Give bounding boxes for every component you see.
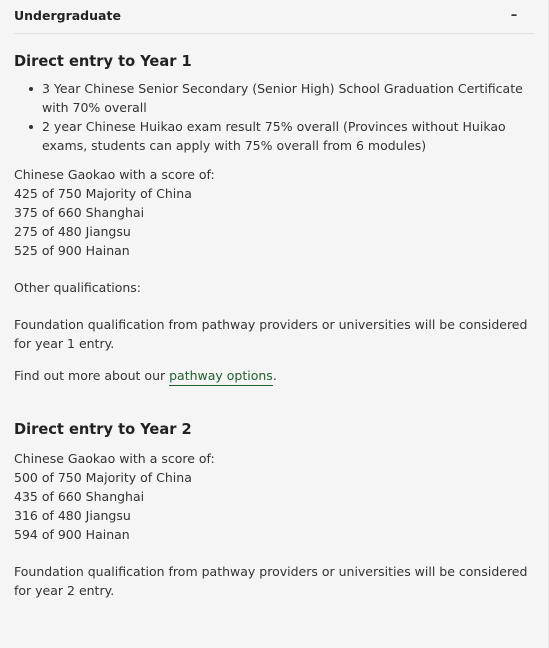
score-item: 375 of 660 Shanghai xyxy=(14,205,145,220)
accordion-header[interactable] xyxy=(14,0,534,34)
pathway-options-link[interactable]: pathway options xyxy=(169,368,273,386)
score-item: 435 of 660 Shanghai xyxy=(14,489,145,504)
pathway-suffix: . xyxy=(272,368,277,383)
year1-gaokao-intro: Chinese Gaokao with a score of: xyxy=(14,167,215,182)
accordion-title: Undergraduate xyxy=(14,8,121,23)
list-item-text: 3 Year Chinese Senior Secondary (Senior High) School Graduation Certificate with 70% overall xyxy=(42,81,523,115)
bullet-icon xyxy=(29,87,33,91)
year2-foundation-text: Foundation qualification from pathway providers or universities will be considered for year 2 entry. xyxy=(14,564,528,598)
score-item: 275 of 480 Jiangsu xyxy=(14,224,131,239)
year1-foundation-text: Foundation qualification from pathway providers or universities will be considered for year 1 entry. xyxy=(14,317,528,351)
year2-gaokao-intro: Chinese Gaokao with a score of: xyxy=(14,451,215,466)
score-item: 525 of 900 Hainan xyxy=(14,243,130,258)
list-item-text: 2 year Chinese Huikao exam result 75% overall (Provinces without Huikao exams, students can apply with 75% overall from 6 modules) xyxy=(42,119,506,153)
score-item: 316 of 480 Jiangsu xyxy=(14,508,131,523)
pathway-paragraph xyxy=(14,366,534,385)
year2-score-list xyxy=(14,468,534,544)
year1-heading: Direct entry to Year 1 xyxy=(14,53,192,70)
score-item: 594 of 900 Hainan xyxy=(14,527,130,542)
score-item: 500 of 750 Majority of China xyxy=(14,470,192,485)
accordion-content xyxy=(14,52,534,600)
list-item xyxy=(42,79,534,117)
score-item: 425 of 750 Majority of China xyxy=(14,186,192,201)
year2-heading: Direct entry to Year 2 xyxy=(14,421,192,438)
other-qualifications-label: Other qualifications: xyxy=(14,280,142,295)
bullet-icon xyxy=(29,125,33,129)
list-item xyxy=(42,117,534,155)
collapse-icon[interactable]: – xyxy=(510,8,518,23)
year1-score-list xyxy=(14,184,534,260)
pathway-prefix: Find out more about our xyxy=(14,368,170,383)
year1-requirements-list xyxy=(14,79,534,155)
